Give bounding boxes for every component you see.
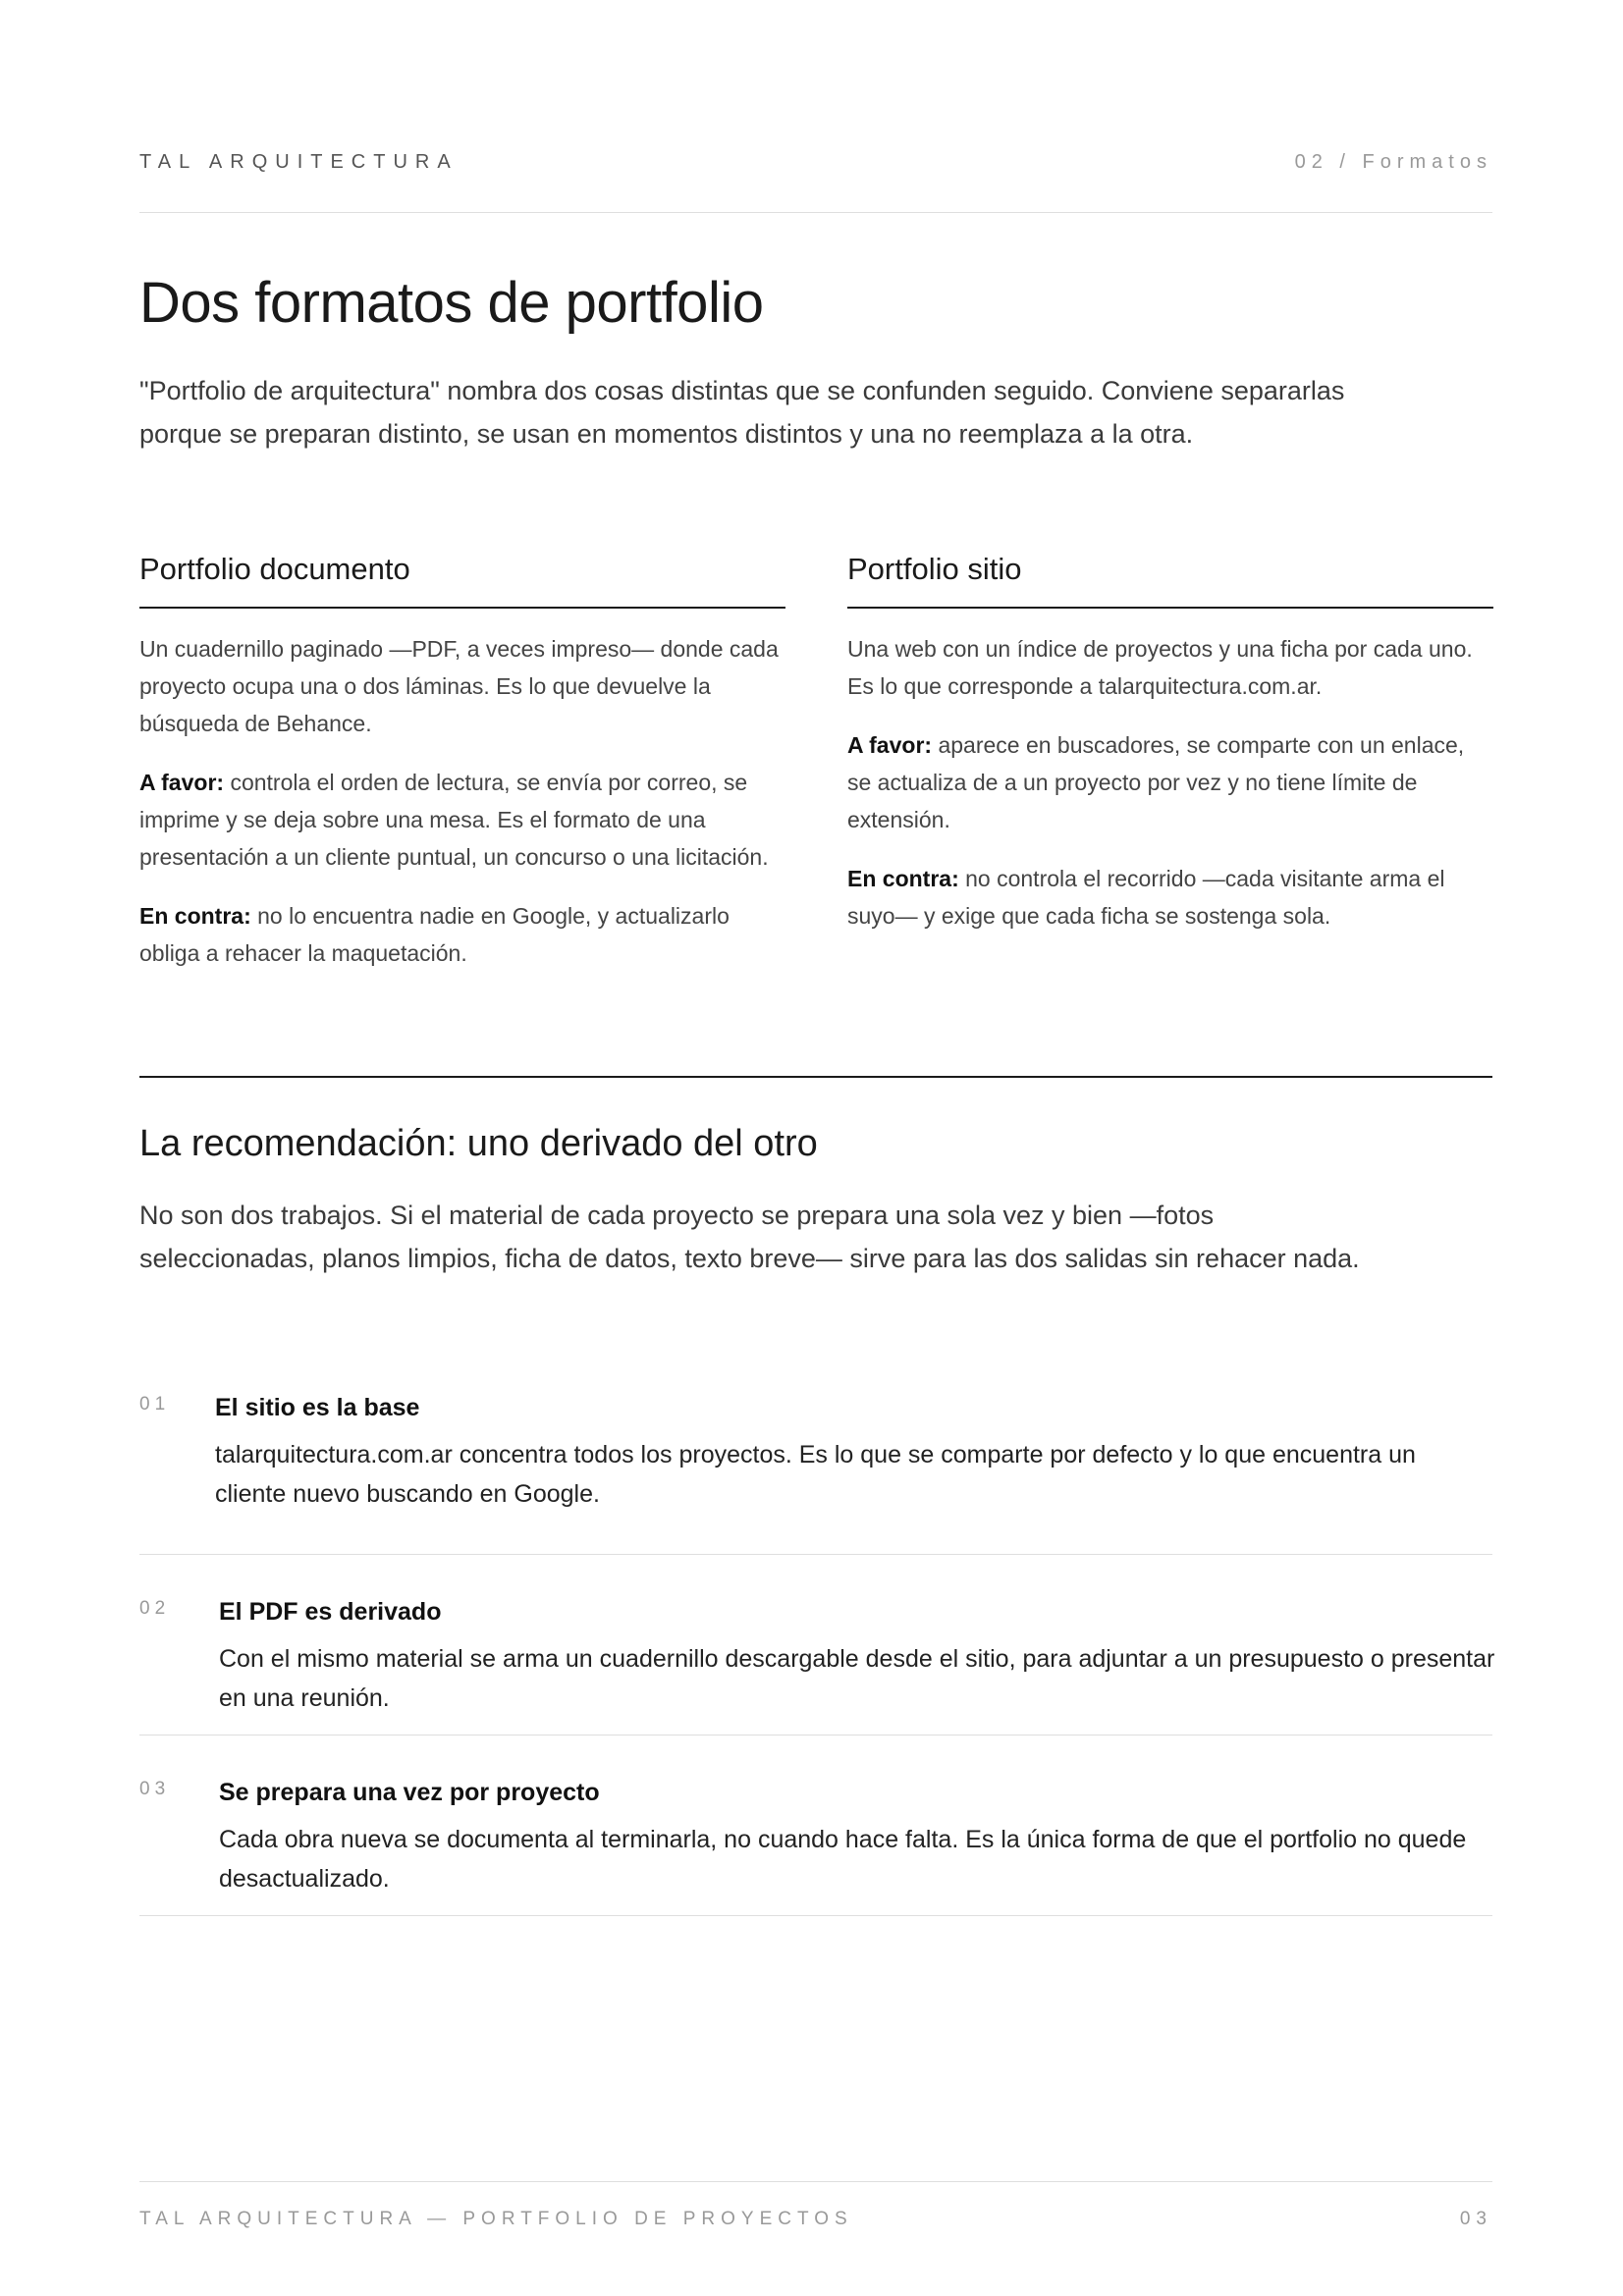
list-item bbox=[139, 1735, 1492, 1916]
intro-paragraph: "Portfolio de arquitectura" nombra dos cosas distintas que se confunden seguido. Conviene separarlas porque se preparan distinto, se usan en momentos distintos y una no reemplaza a la otra. bbox=[139, 376, 1345, 449]
step-number: 02 bbox=[139, 1598, 171, 1619]
list-item bbox=[139, 1374, 1492, 1555]
con-paragraph bbox=[139, 897, 785, 972]
page-footer bbox=[139, 2209, 1492, 2230]
pro-label: A favor: bbox=[847, 732, 933, 758]
pro-text: aparece en buscadores, se comparte con un enlace, se actualiza de a un proyecto por vez y no tiene límite de extensión. bbox=[847, 732, 1465, 832]
header-divider bbox=[139, 212, 1492, 213]
step-body: Cada obra nueva se documenta al terminarla, no cuando hace falta. Es la única forma de que el portfolio no quede desactualizado. bbox=[219, 1826, 1467, 1893]
page-number: 03 bbox=[1459, 2209, 1492, 2229]
pro-paragraph bbox=[139, 764, 785, 876]
step-title: El sitio es la base bbox=[215, 1394, 420, 1421]
list-item bbox=[139, 1555, 1495, 1735]
con-label: En contra: bbox=[139, 903, 251, 929]
step-title: Se prepara una vez por proyecto bbox=[219, 1779, 600, 1806]
step-title: El PDF es derivado bbox=[219, 1598, 442, 1626]
page-header bbox=[139, 147, 1492, 177]
footer-divider bbox=[139, 2181, 1492, 2182]
header-section: 02 / Formatos bbox=[1294, 150, 1492, 173]
page-title: Dos formatos de portfolio bbox=[139, 271, 764, 335]
page bbox=[139, 0, 1495, 2296]
column-site bbox=[847, 550, 1493, 956]
step-number: 03 bbox=[139, 1779, 171, 1799]
column-divider bbox=[847, 607, 1493, 609]
con-text: no lo encuentra nadie en Google, y actualizarlo obliga a rehacer la maquetación. bbox=[139, 903, 730, 966]
con-label: En contra: bbox=[847, 866, 959, 891]
column-divider bbox=[139, 607, 785, 609]
pro-label: A favor: bbox=[139, 770, 225, 795]
column-document bbox=[139, 550, 785, 993]
pro-text: controla el orden de lectura, se envía por correo, se imprime y se deja sobre una mesa. Es el formato de una presentación a un cliente puntual, un concurso o una licitación. bbox=[139, 770, 769, 870]
step-body: talarquitectura.com.ar concentra todos los proyectos. Es lo que se comparte por defecto y lo que encuentra un cliente nuevo buscando en Google. bbox=[215, 1441, 1416, 1508]
step-number: 01 bbox=[139, 1394, 171, 1415]
step-body: Con el mismo material se arma un cuadernillo descargable desde el sitio, para adjuntar a un presupuesto o presentar en una reunión. bbox=[219, 1645, 1495, 1712]
section-divider bbox=[139, 1076, 1492, 1078]
column-heading: Portfolio documento bbox=[139, 552, 410, 586]
pro-paragraph bbox=[847, 726, 1493, 838]
column-description: Un cuadernillo paginado —PDF, a veces impreso— donde cada proyecto ocupa una o dos láminas. Es lo que devuelve la búsqueda de Behance. bbox=[139, 636, 779, 736]
steps-list bbox=[139, 1374, 1495, 1916]
header-brand: TAL ARQUITECTURA bbox=[139, 150, 459, 173]
con-paragraph bbox=[847, 860, 1493, 934]
column-heading: Portfolio sitio bbox=[847, 552, 1022, 586]
recommendation-text: No son dos trabajos. Si el material de cada proyecto se prepara una sola vez y bien —fotos seleccionadas, planos limpios, ficha de datos, texto breve— sirve para las dos salidas sin rehacer nada. bbox=[139, 1201, 1360, 1273]
con-text: no controla el recorrido —cada visitante arma el suyo— y exige que cada ficha se sostenga sola. bbox=[847, 866, 1445, 929]
footer-brand: TAL ARQUITECTURA — PORTFOLIO DE PROYECTOS bbox=[139, 2209, 853, 2229]
column-description: Una web con un índice de proyectos y una ficha por cada uno. Es lo que corresponde a talarquitectura.com.ar. bbox=[847, 636, 1473, 699]
recommendation-title: La recomendación: uno derivado del otro bbox=[139, 1123, 818, 1164]
